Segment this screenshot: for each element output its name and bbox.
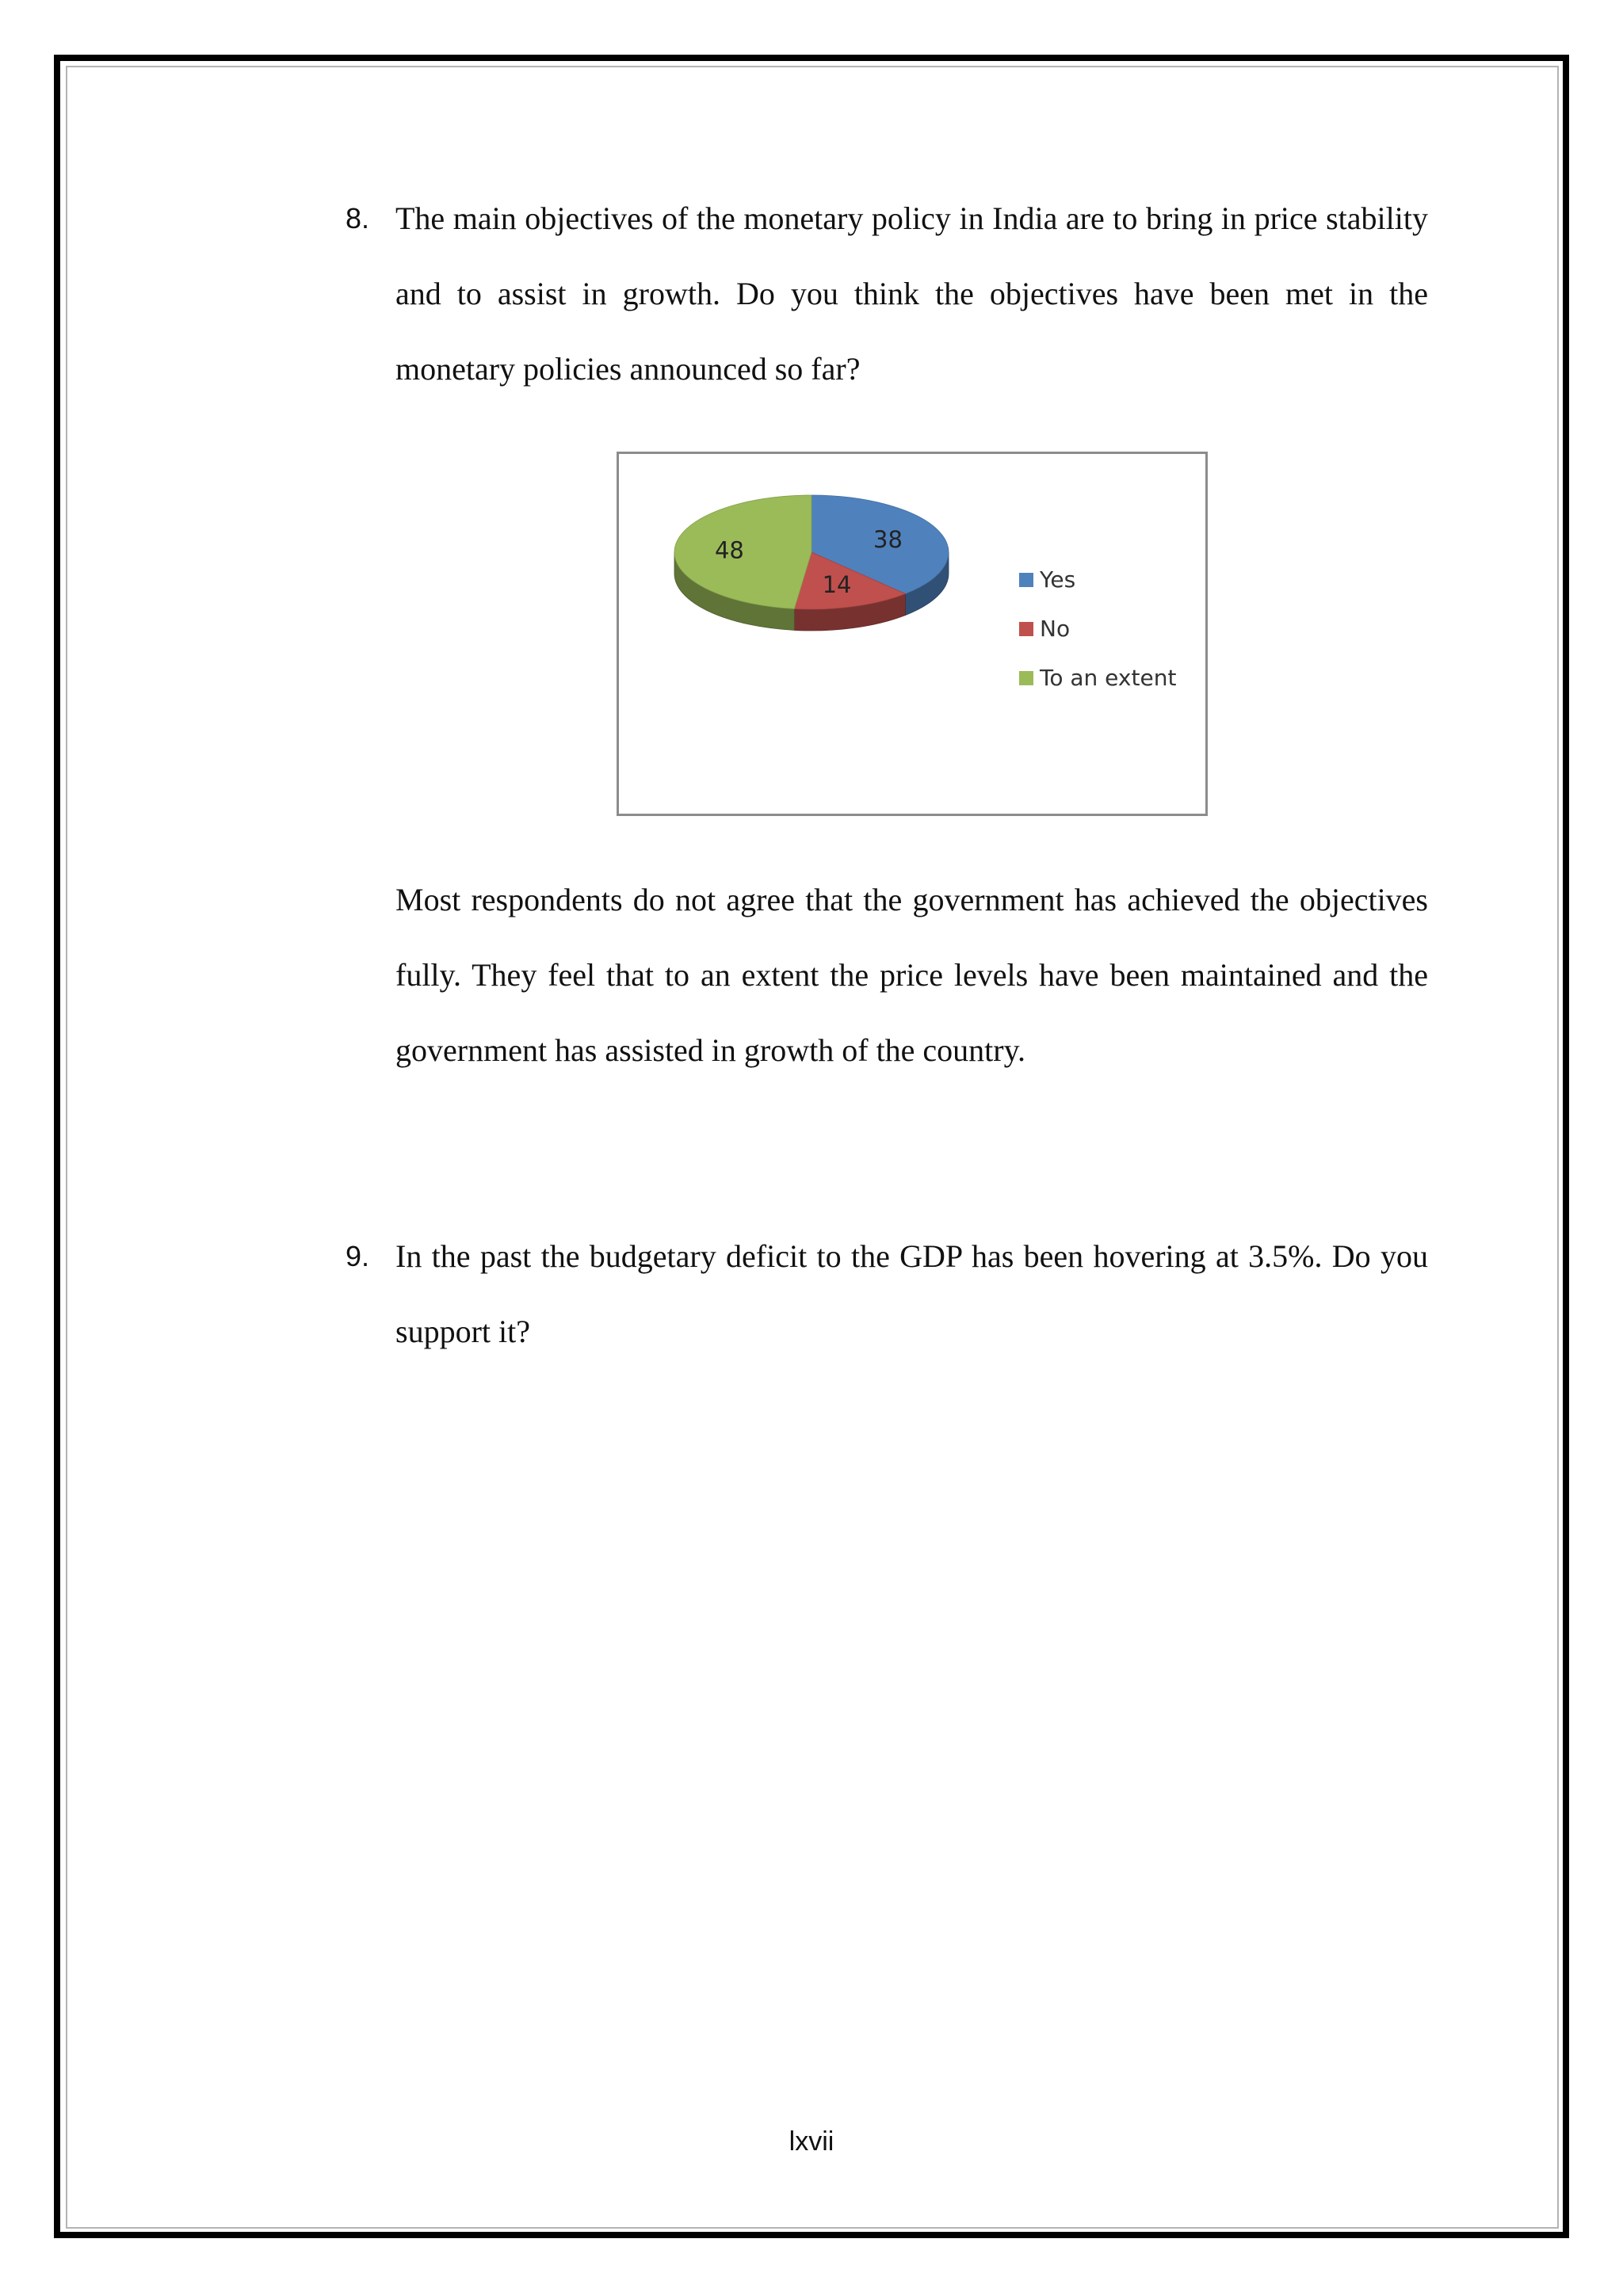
legend-swatch-to-an-extent <box>1019 671 1033 685</box>
question-number: 8. <box>346 202 370 235</box>
legend-label-no: No <box>1040 616 1071 642</box>
legend-swatch-no <box>1019 622 1033 636</box>
analysis-paragraph: Most respondents do not agree that the government has achieved the objectives fully. They feel that to an extent the price levels have been maintained and the government has assisted in growth of the country. <box>395 882 1428 1068</box>
question-text: In the past the budgetary deficit to the GDP has been hovering at 3.5%. Do you support it? <box>395 1238 1428 1349</box>
legend-label-yes: Yes <box>1040 566 1076 593</box>
pie-chart <box>617 452 1208 816</box>
pie-label-to-an-extent: 48 <box>714 536 744 564</box>
question-number: 9. <box>346 1240 370 1272</box>
legend-label-to-an-extent: To an extent <box>1040 665 1177 691</box>
legend-swatch-yes <box>1019 573 1033 587</box>
pie-legend <box>1019 566 1176 691</box>
question-text: The main objectives of the monetary policy in India are to bring in price stability and to assist in growth. Do you think the objectives have been met in the monetary policies announced so far? <box>395 200 1428 387</box>
page-number: lxvii <box>789 2126 834 2157</box>
pie-chart-svg <box>619 454 1205 814</box>
pie-label-no: 14 <box>822 571 852 599</box>
pie-label-yes: 38 <box>873 526 903 554</box>
